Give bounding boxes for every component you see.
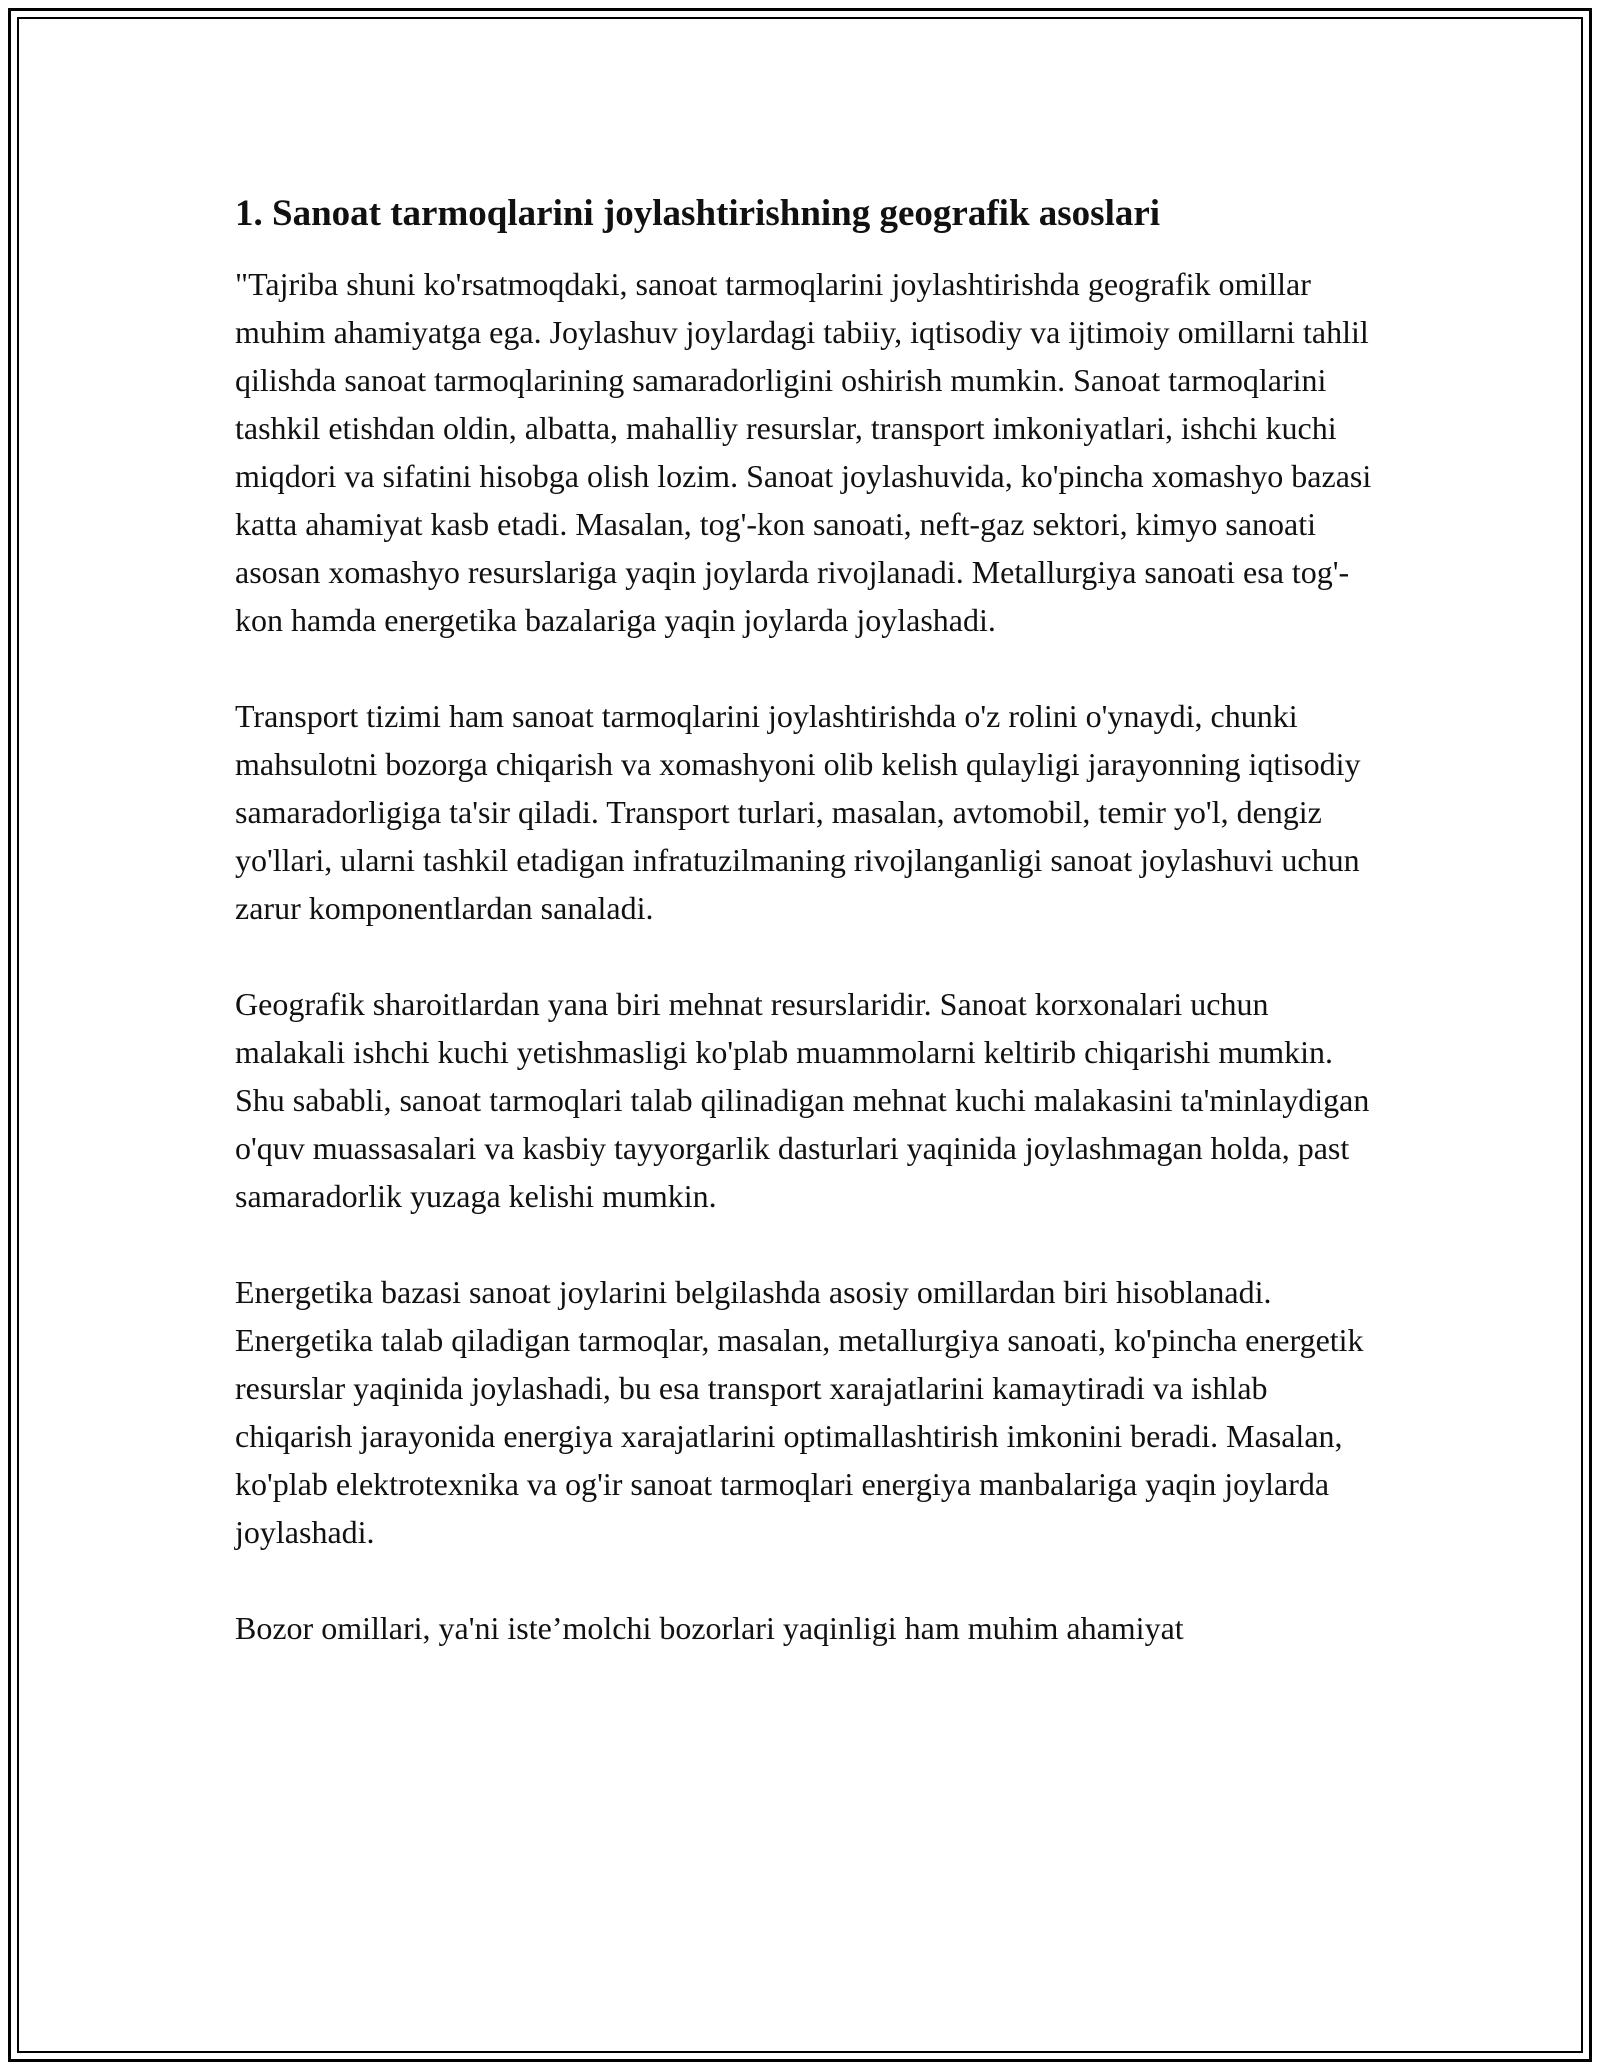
- paragraph-raw-materials: "Tajriba shuni ko'rsatmoqdaki, sanoat tarmoqlarini joylashtirishda geografik omillar muhim ahamiyatga ega. Joylashuv joylardagi tabiiy, iqtisodiy va ijtimoiy omillarni tahlil qilishda sanoat tarmoqlarining samaradorligini oshirish mumkin. Sanoat tarmoqlarini tashkil etishdan oldin, albatta, mahalliy resurslar, transport imkoniyatlari, ishchi kuchi miqdori va sifatini hisobga olish lozim. Sanoat joylashuvida, ko'pincha xomashyo bazasi katta ahamiyat kasb etadi. Masalan, tog'-kon sanoati, neft-gaz sektori, kimyo sanoati asosan xomashyo resurslariga yaqin joylarda rivojlanadi. Metallurgiya sanoati esa tog'-kon hamda energetika bazalariga yaqin joylarda joylashadi.: [235, 266, 1372, 638]
- paragraph-market-factors: Bozor omillari, ya'ni iste’molchi bozorlari yaqinligi ham muhim ahamiyat: [235, 1610, 1184, 1646]
- paragraph-transport: Transport tizimi ham sanoat tarmoqlarini joylashtirishda o'z rolini o'ynaydi, chunki mahsulotni bozorga chiqarish va xomashyoni olib kelish qulayligi jarayonning iqtisodiy samaradorligiga ta'sir qiladi. Transport turlari, masalan, avtomobil, temir yo'l, dengiz yo'llari, ularni tashkil etadigan infratuzilmaning rivojlanganligi sanoat joylashuvi uchun zarur komponentlardan sanaladi.: [235, 698, 1361, 926]
- paragraph-energy-base: Energetika bazasi sanoat joylarini belgilashda asosiy omillardan biri hisoblanadi. Energetika talab qiladigan tarmoqlar, masalan, metallurgiya sanoati, ko'pincha energetik resurslar yaqinida joylashadi, bu esa transport xarajatlarini kamaytiradi va ishlab chiqarish jarayonida energiya xarajatlarini optimallashtirish imkonini beradi. Masalan, ko'plab elektrotexnika va og'ir sanoat tarmoqlari energiya manbalariga yaqin joylarda joylashadi.: [235, 1274, 1364, 1550]
- section-heading: 1. Sanoat tarmoqlarini joylashtirishning geografik asoslari: [235, 193, 1161, 234]
- paragraph-labor-resources: Geografik sharoitlardan yana biri mehnat resurslaridir. Sanoat korxonalari uchun malakali ishchi kuchi yetishmasligi ko'plab muammolarni keltirib chiqarishi mumkin. Shu sababli, sanoat tarmoqlari talab qilinadigan mehnat kuchi malakasini ta'minlaydigan o'quv muassasalari va kasbiy tayyorgarlik dasturlari yaqinida joylashmagan holda, past samaradorlik yuzaga kelishi mumkin.: [235, 986, 1370, 1214]
- document-body: [235, 188, 1385, 1652]
